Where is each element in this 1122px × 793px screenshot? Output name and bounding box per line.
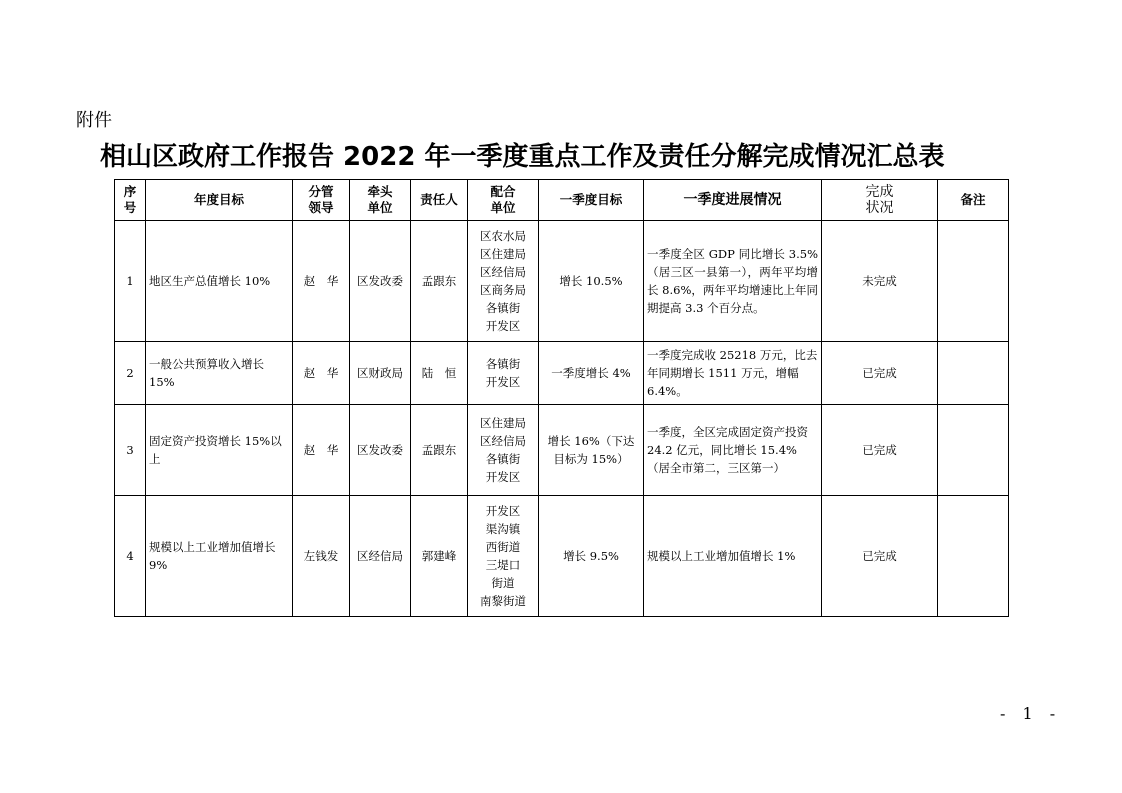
cell-progress: 一季度完成收 25218 万元，比去年同期增长 1511 万元，增幅 6.4%。: [644, 342, 822, 405]
cell-leader: 赵 华: [293, 405, 350, 496]
cell-coop-units: 区农水局 区住建局 区经信局 区商务局 各镇街 开发区: [468, 221, 539, 342]
cell-goal: 规模以上工业增加值增长 9%: [146, 496, 293, 617]
table-row: [115, 342, 1009, 405]
summary-table: [114, 179, 1009, 617]
header-remarks: 备注: [938, 180, 1009, 221]
header-goal: 年度目标: [146, 180, 293, 221]
cell-status: 已完成: [822, 405, 938, 496]
cell-coop-units: 区住建局 区经信局 各镇街 开发区: [468, 405, 539, 496]
cell-goal: 一般公共预算收入增长 15%: [146, 342, 293, 405]
header-progress: 一季度进展情况: [644, 180, 822, 221]
cell-q1-target: 增长 10.5%: [539, 221, 644, 342]
table-row: [115, 405, 1009, 496]
header-status: 完成 状况: [822, 180, 938, 221]
cell-q1-target: 增长 9.5%: [539, 496, 644, 617]
cell-leader: 左钱发: [293, 496, 350, 617]
header-coop-unit: 配合 单位: [468, 180, 539, 221]
cell-status: 未完成: [822, 221, 938, 342]
cell-remarks: [938, 496, 1009, 617]
cell-person: 孟跟东: [411, 221, 468, 342]
cell-lead-unit: 区发改委: [350, 221, 411, 342]
cell-lead-unit: 区财政局: [350, 342, 411, 405]
cell-status: 已完成: [822, 342, 938, 405]
cell-progress: 规模以上工业增加值增长 1%: [644, 496, 822, 617]
cell-goal: 固定资产投资增长 15%以上: [146, 405, 293, 496]
cell-person: 陆 恒: [411, 342, 468, 405]
cell-status: 已完成: [822, 496, 938, 617]
document-title: 相山区政府工作报告 2022 年一季度重点工作及责任分解完成情况汇总表: [100, 142, 945, 172]
header-person: 责任人: [411, 180, 468, 221]
header-seq: 序号: [115, 180, 146, 221]
cell-person: 孟跟东: [411, 405, 468, 496]
cell-seq: 3: [115, 405, 146, 496]
cell-seq: 1: [115, 221, 146, 342]
cell-remarks: [938, 342, 1009, 405]
header-row: [115, 180, 1009, 221]
cell-q1-target: 增长 16%（下达目标为 15%）: [539, 405, 644, 496]
cell-q1-target: 一季度增长 4%: [539, 342, 644, 405]
attachment-label: 附件: [76, 110, 112, 131]
page-number: - 1 -: [1000, 704, 1062, 723]
header-leader: 分管 领导: [293, 180, 350, 221]
cell-lead-unit: 区发改委: [350, 405, 411, 496]
cell-leader: 赵 华: [293, 221, 350, 342]
header-lead-unit: 牵头 单位: [350, 180, 411, 221]
cell-coop-units: 开发区 渠沟镇 西街道 三堤口 街道 南黎街道: [468, 496, 539, 617]
table-row: [115, 221, 1009, 342]
cell-person: 郭建峰: [411, 496, 468, 617]
cell-lead-unit: 区经信局: [350, 496, 411, 617]
cell-goal: 地区生产总值增长 10%: [146, 221, 293, 342]
table-row: [115, 496, 1009, 617]
cell-coop-units: 各镇街 开发区: [468, 342, 539, 405]
cell-progress: 一季度全区 GDP 同比增长 3.5%（居三区一县第一），两年平均增长 8.6%，两年平均增速比上年同期提高 3.3 个百分点。: [644, 221, 822, 342]
cell-seq: 2: [115, 342, 146, 405]
header-q1-target: 一季度目标: [539, 180, 644, 221]
cell-progress: 一季度，全区完成固定资产投资 24.2 亿元，同比增长 15.4%（居全市第二，三区第一）: [644, 405, 822, 496]
cell-remarks: [938, 405, 1009, 496]
cell-leader: 赵 华: [293, 342, 350, 405]
cell-seq: 4: [115, 496, 146, 617]
cell-remarks: [938, 221, 1009, 342]
